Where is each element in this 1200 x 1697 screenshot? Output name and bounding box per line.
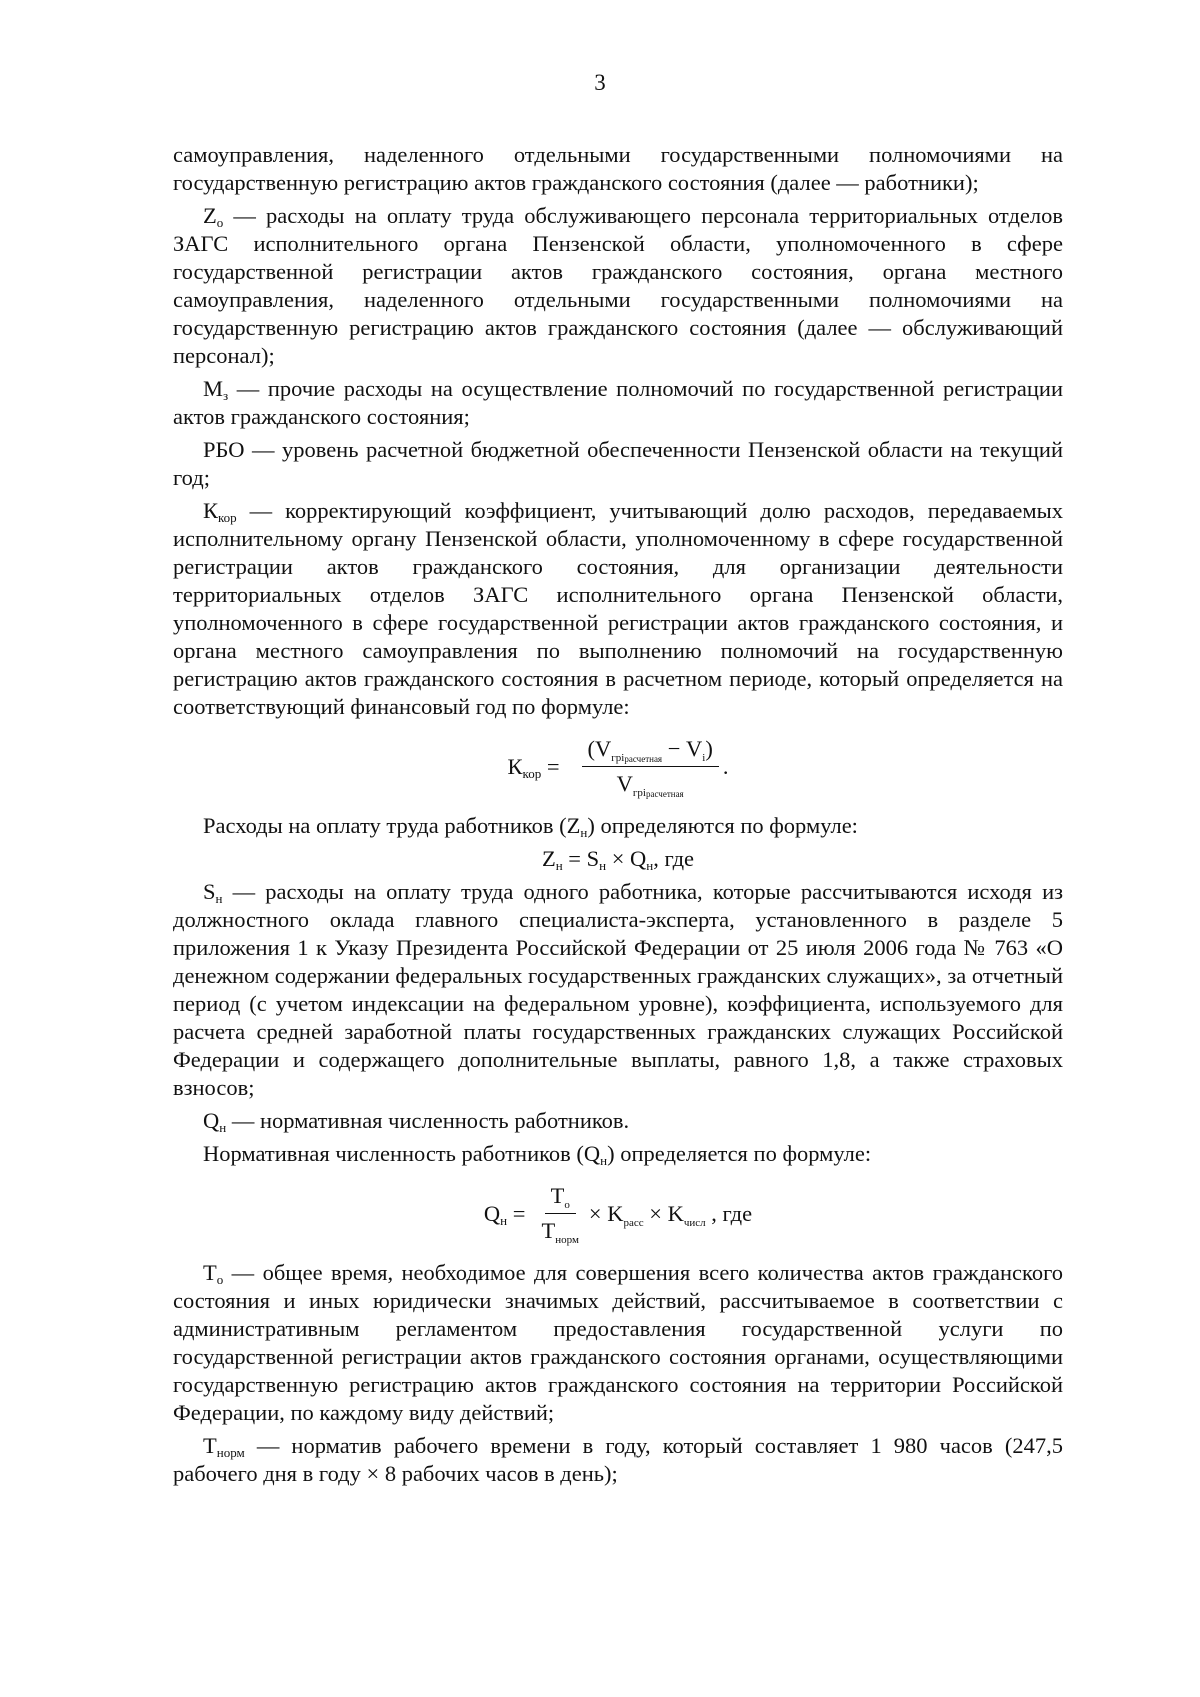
term-label: $К_{кор}$ xyxy=(203,498,237,525)
formula-end: . xyxy=(722,753,729,779)
term-label: $Q_н$ xyxy=(203,1108,227,1135)
paragraph-mz-definition: $М_з$ — прочие расходы на осуществление полномочий по государственной регистрации актов гражданского состояния; xyxy=(173,376,1063,429)
term-label: $Z_о$ xyxy=(203,203,224,230)
formula-fraction xyxy=(535,1182,584,1245)
term-label: $Т_{норм}$ xyxy=(203,1433,245,1460)
formula-kkor xyxy=(173,735,1063,798)
formula-fraction xyxy=(582,735,719,798)
paragraph-tnorm-definition: $Т_{норм}$ — норматив рабочего времени в году, который составляет 1 980 часов (247,5 рабочего дня в году × 8 рабочих часов в день); xyxy=(173,1433,1063,1486)
term-label: $S_н$ xyxy=(203,879,223,906)
paragraph-continuation: самоуправления, наделенного отдельными государственными полномочиями на государственную регистрацию актов гражданского состояния (далее — работники); xyxy=(173,142,1063,195)
term-label: $М_з$ xyxy=(203,376,229,403)
page-number: 3 xyxy=(594,70,606,95)
term-label: $Т_о$ xyxy=(203,1260,224,1287)
formula-lhs: $К_{кор}$ = xyxy=(507,753,560,781)
formula-qn xyxy=(173,1182,1063,1245)
paragraph-zn-intro: Расходы на оплату труда работников $(Z_н)$ определяются по формуле: xyxy=(203,813,858,840)
formula-zn: $Z_н = S_н \times Q_н$, где xyxy=(541,846,695,873)
fraction-denominator: $V_{грiрасчетная}$ xyxy=(616,771,684,799)
document-body xyxy=(173,141,1063,1493)
fraction-numerator: $(V_{грiрасчетная} - V_i)$ xyxy=(582,735,719,767)
paragraph-kkor-definition: $К_{кор}$ — корректирующий коэффициент, учитывающий долю расходов, передаваемых исполнительному органу Пензенской области, уполномоченному в сфере государственной регистрации актов гражданского состояния, для организации деятельности территориальных отделов ЗАГС исполнительного органа Пензенской области, уполномоченного в сфере государственной регистрации актов гражданского состояния, и органа местного самоуправления по выполнению полномочий на государственную регистрацию актов гражданского состояния в расчетном периоде, который определяется на соответствующий финансовый год по формуле: xyxy=(173,498,1063,719)
paragraph-to-definition: $Т_о$ — общее время, необходимое для совершения всего количества актов гражданского состояния и иных юридически значимых действий, рассчитываемое в соответствии с административным регламентом предоставления государственной услуги по государственной регистрации актов гражданского состояния органами, осуществляющими государственную регистрацию актов гражданского состояния на территории Российской Федерации, по каждому виду действий; xyxy=(173,1260,1063,1425)
fraction-denominator: $T_{норм}$ xyxy=(541,1218,579,1246)
paragraph-rbo-definition: РБО — уровень расчетной бюджетной обеспеченности Пензенской области на текущий год; xyxy=(173,437,1063,490)
fraction-numerator: $T_о$ xyxy=(545,1182,576,1214)
formula-multipliers: × $K_{расс} \times K_{числ}$ , где xyxy=(588,1200,753,1229)
paragraph-qn-intro: Нормативная численность работников $(Q_н)$ определяется по формуле: xyxy=(203,1141,872,1168)
paragraph-zo-definition: $Z_о$ — расходы на оплату труда обслуживающего персонала территориальных отделов ЗАГС исполнительного органа Пензенской области, уполномоченного в сфере государственной регистрации актов гражданского состояния, органа местного самоуправления, наделенного отдельными государственными полномочиями на государственную регистрацию актов гражданского состояния (далее — обслуживающий персонал); xyxy=(173,203,1063,368)
paragraph-qn-definition: $Q_н$ — нормативная численность работников. xyxy=(203,1108,630,1135)
formula-lhs: $Q_н$ = xyxy=(483,1200,526,1228)
paragraph-sn-definition: $S_н$ — расходы на оплату труда одного работника, которые рассчитываются исходя из должностного оклада главного специалиста-эксперта, установленного в разделе 5 приложения 1 к Указу Президента Российской Федерации от 25 июля 2006 года № 763 «О денежном содержании федеральных государственных гражданских служащих», за отчетный период (с учетом индексации на федеральном уровне), коэффициента, используемого для расчета средней заработной платы государственных гражданских служащих Российской Федерации и содержащего дополнительные выплаты, равного 1,8, а также страховых взносов; xyxy=(173,879,1063,1100)
